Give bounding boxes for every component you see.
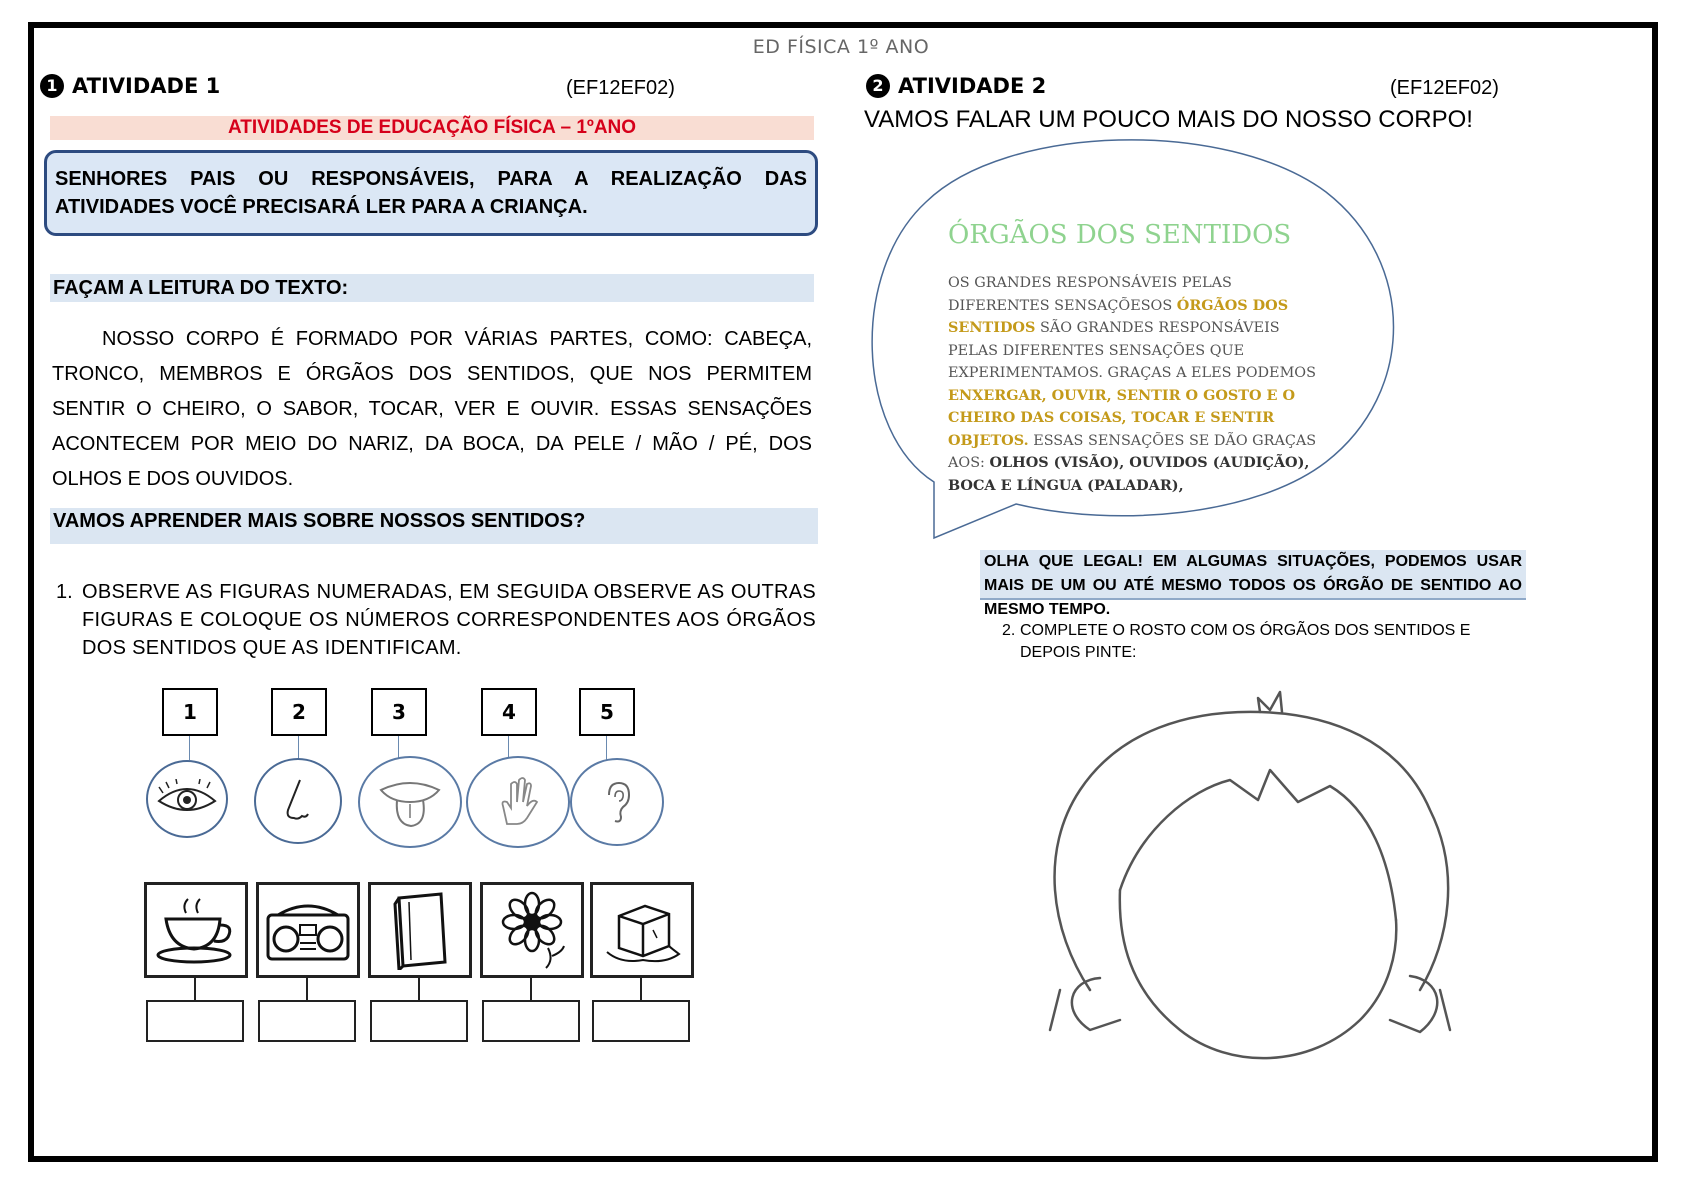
- bubble-text-part: OS GRANDES RESPONSÁVEIS PELAS DIFERENTES SENSAÇÕESOS: [948, 275, 1232, 314]
- hair-outline-icon: [1050, 692, 1450, 1058]
- activity2-code: (EF12EF02): [1390, 77, 1499, 99]
- activity2-title: ATIVIDADE 2: [898, 74, 1047, 98]
- connector-line: [189, 736, 190, 760]
- eye-circle: [146, 760, 228, 838]
- cup-icon: [154, 895, 238, 965]
- hand-circle: [466, 756, 570, 848]
- nose-icon: [278, 776, 318, 826]
- activity1-code: (EF12EF02): [566, 77, 675, 99]
- reading-heading: FAÇAM A LEITURA DO TEXTO:: [50, 274, 814, 302]
- picture-matching-area: [144, 876, 690, 1056]
- flower-icon: [492, 890, 572, 970]
- answer-box-2[interactable]: [258, 1000, 356, 1042]
- connector-line: [298, 736, 299, 760]
- answer-box-1[interactable]: [146, 1000, 244, 1042]
- connector-line: [640, 978, 642, 1000]
- picture-box: [480, 882, 584, 978]
- highlight-box: OLHA QUE LEGAL! EM ALGUMAS SITUAÇÕES, PODEMOS USAR MAIS DE UM OU ATÉ MESMO TODOS OS ÓRGÃO DE SENTIDO AO MESMO TEMPO.: [980, 550, 1526, 600]
- learn-heading: VAMOS APRENDER MAIS SOBRE NOSSOS SENTIDOS?: [50, 508, 818, 544]
- radio-icon: [264, 897, 352, 963]
- question-1-number: 1.: [56, 581, 73, 603]
- activity2-number-badge: 2: [866, 74, 890, 98]
- eye-icon: [155, 779, 219, 819]
- activity1-title: ATIVIDADE 1: [72, 74, 221, 98]
- ear-circle: [570, 758, 664, 846]
- activity1-number-badge: 1: [40, 74, 64, 98]
- tongue-circle: [358, 756, 462, 848]
- reading-text-content: NOSSO CORPO É FORMADO POR VÁRIAS PARTES, COMO: CABEÇA, TRONCO, MEMBROS E ÓRGÃOS DOS SENTIDOS, QUE NOS PERMITEM SENTIR O CHEIRO, O SABOR, TOCAR, VER E OUVIR. ESSAS SENSAÇÕES ACONTECEM POR MEIO DO NARIZ, DA BOCA, DA PELE / MÃO / PÉ, DOS OLHOS E DOS OUVIDOS.: [52, 328, 812, 490]
- ice-cube-icon: [601, 894, 683, 966]
- activity1-banner: ATIVIDADES DE EDUCAÇÃO FÍSICA – 1ºANO: [50, 116, 814, 140]
- sense-number-box: 5: [579, 688, 635, 736]
- parents-notice: SENHORES PAIS OU RESPONSÁVEIS, PARA A REALIZAÇÃO DAS ATIVIDADES VOCÊ PRECISARÁ LER PARA A CRIANÇA.: [44, 150, 818, 236]
- activity2-title-row: [866, 74, 1046, 98]
- picture-box: [368, 882, 472, 978]
- sense-number-box: 4: [481, 688, 537, 736]
- question-2: [1002, 620, 1502, 664]
- face-drawing[interactable]: [1030, 690, 1480, 1090]
- bubble-text-part: SÃO GRANDES RESPONSÁVEIS PELAS DIFERENTES SENSAÇÕES QUE EXPERIMENTAMOS. GRAÇAS A ELES PODEMOS: [948, 320, 1316, 381]
- bubble-bold: OLHOS (VISÃO), OUVIDOS (AUDIÇÃO), BOCA E LÍNGUA (PALADAR),: [948, 454, 1310, 494]
- question-2-text: COMPLETE O ROSTO COM OS ÓRGÃOS DOS SENTIDOS E DEPOIS PINTE:: [1020, 622, 1471, 661]
- picture-box: [144, 882, 248, 978]
- picture-box: [590, 882, 694, 978]
- connector-line: [418, 978, 420, 1000]
- activity2-subtitle: VAMOS FALAR UM POUCO MAIS DO NOSSO CORPO!: [864, 106, 1473, 133]
- hand-icon: [493, 776, 543, 828]
- sense-number-box: 1: [162, 688, 218, 736]
- bubble-title: ÓRGÃOS DOS SENTIDOS: [948, 220, 1292, 250]
- connector-line: [306, 978, 308, 1000]
- answer-box-5[interactable]: [592, 1000, 690, 1042]
- bubble-highlight: ENXERGAR, OUVIR, SENTIR O GOSTO E O CHEIRO DAS COISAS, TOCAR E SENTIR OBJETOS.: [948, 386, 1296, 449]
- nose-circle: [254, 758, 342, 844]
- connector-line: [194, 978, 196, 1000]
- book-icon: [387, 890, 453, 970]
- sense-number-box: 3: [371, 688, 427, 736]
- answer-box-4[interactable]: [482, 1000, 580, 1042]
- bubble-text: [948, 272, 1333, 497]
- picture-box: [256, 882, 360, 978]
- reading-text: [52, 322, 812, 497]
- question-1: [56, 578, 816, 662]
- question-2-number: 2.: [1002, 622, 1016, 639]
- activity1-title-row: [40, 74, 220, 98]
- sense-number-box: 2: [271, 688, 327, 736]
- page-header: ED FÍSICA 1º ANO: [752, 36, 930, 58]
- answer-box-3[interactable]: [370, 1000, 468, 1042]
- connector-line: [606, 736, 607, 760]
- tongue-icon: [377, 774, 443, 830]
- bubble-text-part: ESSAS SENSAÇÕES SE DÃO GRAÇAS AOS:: [948, 432, 1317, 471]
- connector-line: [530, 978, 532, 1000]
- bubble-highlight: ÓRGÃOS DOS SENTIDOS: [948, 296, 1289, 336]
- question-1-text: OBSERVE AS FIGURAS NUMERADAS, EM SEGUIDA OBSERVE AS OUTRAS FIGURAS E COLOQUE OS NÚMEROS CORRESPONDENTES AOS ÓRGÃOS DOS SENTIDOS QUE AS IDENTIFICAM.: [82, 581, 816, 659]
- ear-icon: [599, 779, 635, 825]
